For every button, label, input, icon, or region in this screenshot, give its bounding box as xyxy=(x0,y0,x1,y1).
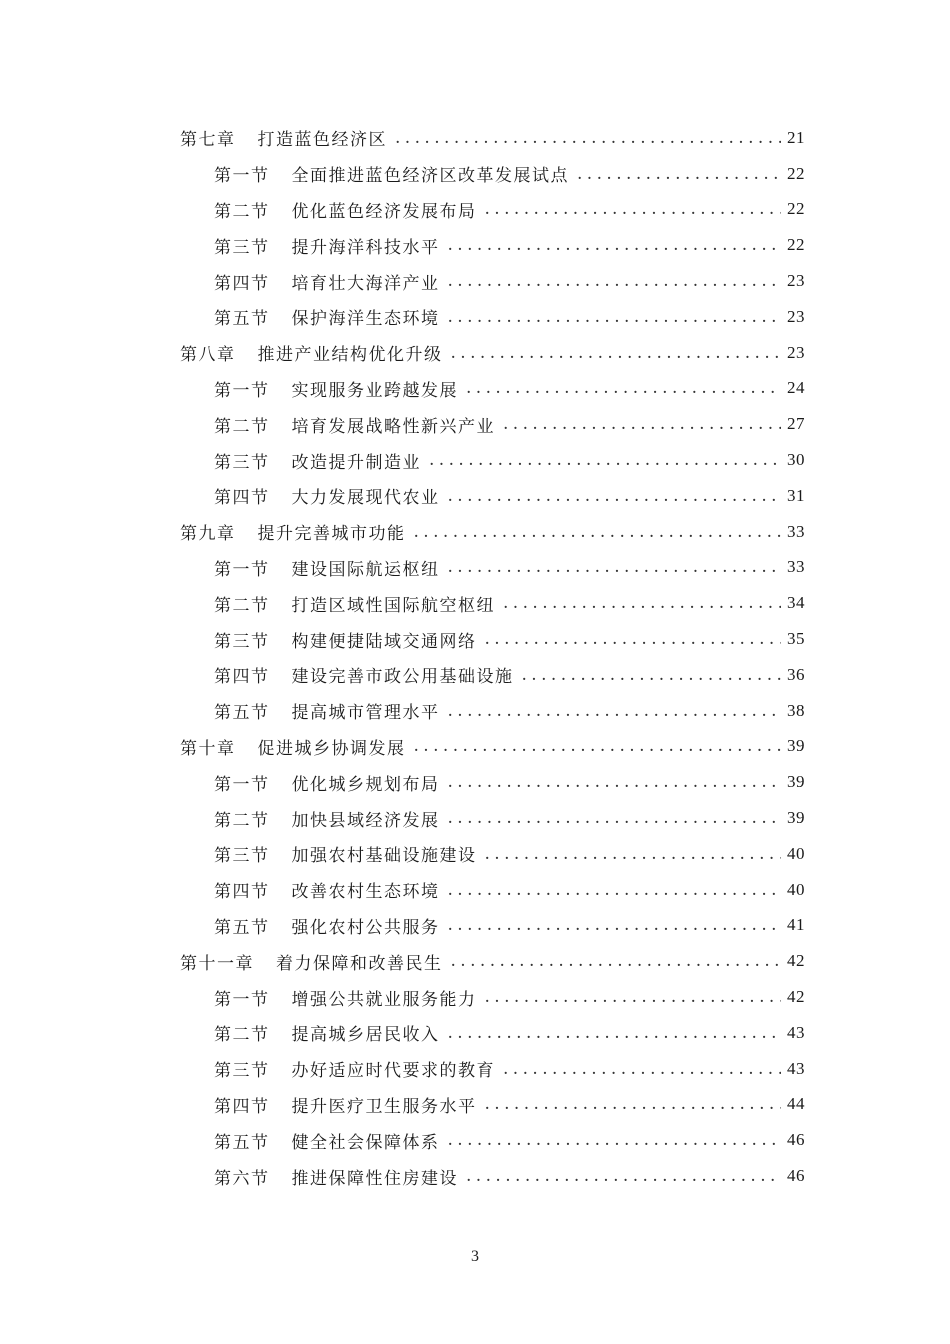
toc-dot-leader xyxy=(448,557,782,577)
toc-dot-leader xyxy=(414,522,782,542)
toc-entry-page: 44 xyxy=(787,1094,805,1114)
toc-dot-leader xyxy=(466,378,781,398)
toc-entry-title: 优化城乡规划布局 xyxy=(291,774,440,795)
toc-dot-leader xyxy=(414,736,782,756)
toc-section-entry[interactable] xyxy=(0,908,950,944)
toc-dot-leader xyxy=(448,701,782,721)
toc-entry-label: 第八章 xyxy=(180,345,236,366)
toc-entry-page: 39 xyxy=(787,772,805,792)
toc-entry-label: 第二节 xyxy=(214,416,270,437)
toc-section-entry[interactable] xyxy=(0,764,950,800)
toc-section-entry[interactable] xyxy=(0,1122,950,1158)
toc-entry-page: 36 xyxy=(787,664,805,684)
toc-dot-leader xyxy=(448,1130,782,1150)
toc-entry-page: 40 xyxy=(787,843,805,863)
toc-entry-title: 提升完善城市功能 xyxy=(257,524,406,545)
toc-dot-leader xyxy=(448,808,782,828)
toc-section-entry[interactable] xyxy=(0,442,950,478)
toc-section-entry[interactable] xyxy=(0,1158,950,1194)
toc-entry-label: 第三节 xyxy=(214,237,270,258)
toc-dot-leader xyxy=(448,486,782,506)
toc-entry-label: 第一节 xyxy=(214,559,270,580)
toc-entry-label: 第二节 xyxy=(214,810,270,831)
toc-entry-page: 21 xyxy=(787,127,805,147)
toc-entry-title: 着力保障和改善民生 xyxy=(276,953,443,974)
toc-entry-title: 打造区域性国际航空枢纽 xyxy=(291,595,495,616)
toc-entry-title: 构建便捷陆域交通网络 xyxy=(291,631,477,652)
toc-entry-label: 第五节 xyxy=(214,1132,270,1153)
toc-section-entry[interactable] xyxy=(0,585,950,621)
toc-entry-label: 第一节 xyxy=(214,166,270,187)
toc-entry-label: 第三节 xyxy=(214,452,270,473)
toc-entry-label: 第三节 xyxy=(214,1061,270,1082)
toc-section-entry[interactable] xyxy=(0,1051,950,1087)
toc-section-entry[interactable] xyxy=(0,693,950,729)
toc-entry-page: 41 xyxy=(787,915,805,935)
toc-dot-leader xyxy=(466,1166,781,1186)
toc-entry-label: 第五节 xyxy=(214,309,270,330)
toc-entry-page: 22 xyxy=(787,163,805,183)
toc-entry-title: 办好适应时代要求的教育 xyxy=(291,1061,495,1082)
toc-section-entry[interactable] xyxy=(0,299,950,335)
toc-entry-title: 提高城市管理水平 xyxy=(291,703,440,724)
toc-entry-page: 43 xyxy=(787,1022,805,1042)
toc-entry-title: 加快县域经济发展 xyxy=(291,810,440,831)
toc-entry-page: 23 xyxy=(787,306,805,326)
toc-dot-leader xyxy=(485,629,782,649)
toc-entry-title: 推进保障性住房建设 xyxy=(291,1168,458,1189)
toc-dot-leader xyxy=(522,665,782,685)
toc-section-entry[interactable] xyxy=(0,836,950,872)
toc-chapter-entry[interactable] xyxy=(0,729,950,765)
toc-entry-label: 第六节 xyxy=(214,1168,270,1189)
toc-dot-leader xyxy=(485,844,782,864)
toc-entry-page: 46 xyxy=(787,1166,805,1185)
toc-entry-title: 促进城乡协调发展 xyxy=(257,738,406,759)
toc-entry-title: 优化蓝色经济发展布局 xyxy=(291,201,477,222)
toc-entry-title: 健全社会保障体系 xyxy=(291,1132,440,1153)
toc-section-entry[interactable] xyxy=(0,800,950,836)
toc-section-entry[interactable] xyxy=(0,1087,950,1123)
toc-entry-title: 加强农村基础设施建设 xyxy=(291,846,477,867)
toc-entry-label: 第四节 xyxy=(214,273,270,294)
toc-entry-title: 全面推进蓝色经济区改革发展试点 xyxy=(291,166,569,187)
toc-dot-leader xyxy=(448,271,782,291)
toc-dot-leader xyxy=(503,414,781,434)
toc-entry-title: 增强公共就业服务能力 xyxy=(291,989,477,1010)
toc-dot-leader xyxy=(395,128,781,148)
table-of-contents xyxy=(0,120,950,1194)
toc-section-entry[interactable] xyxy=(0,657,950,693)
toc-entry-title: 实现服务业跨越发展 xyxy=(291,380,458,401)
toc-entry-label: 第三节 xyxy=(214,631,270,652)
toc-section-entry[interactable] xyxy=(0,263,950,299)
toc-section-entry[interactable] xyxy=(0,1015,950,1051)
toc-entry-page: 46 xyxy=(787,1130,805,1150)
toc-dot-leader xyxy=(451,951,782,971)
toc-chapter-entry[interactable] xyxy=(0,335,950,371)
toc-section-entry[interactable] xyxy=(0,227,950,263)
toc-entry-title: 培育发展战略性新兴产业 xyxy=(291,416,495,437)
toc-entry-label: 第四节 xyxy=(214,882,270,903)
toc-entry-page: 42 xyxy=(787,951,805,971)
toc-entry-page: 42 xyxy=(787,987,805,1007)
toc-entry-label: 第三节 xyxy=(214,846,270,867)
toc-entry-label: 第五节 xyxy=(214,703,270,724)
toc-entry-page: 31 xyxy=(787,485,805,505)
toc-entry-page: 24 xyxy=(787,378,805,398)
toc-dot-leader xyxy=(485,987,782,1007)
toc-dot-leader xyxy=(485,1094,782,1114)
toc-entry-label: 第一节 xyxy=(214,989,270,1010)
toc-entry-label: 第十一章 xyxy=(180,953,254,974)
toc-entry-page: 35 xyxy=(787,629,805,649)
toc-entry-title: 打造蓝色经济区 xyxy=(257,130,387,151)
toc-entry-title: 保护海洋生态环境 xyxy=(291,309,440,330)
toc-entry-page: 22 xyxy=(787,235,805,255)
toc-entry-title: 提升海洋科技水平 xyxy=(291,237,440,258)
toc-entry-label: 第四节 xyxy=(214,488,270,509)
toc-entry-page: 27 xyxy=(787,414,805,434)
toc-entry-label: 第七章 xyxy=(180,130,236,151)
toc-entry-title: 培育壮大海洋产业 xyxy=(291,273,440,294)
toc-entry-title: 改造提升制造业 xyxy=(291,452,421,473)
toc-dot-leader xyxy=(503,593,781,613)
toc-section-entry[interactable] xyxy=(0,192,950,228)
toc-entry-page: 33 xyxy=(787,557,805,577)
toc-section-entry[interactable] xyxy=(0,621,950,657)
toc-entry-page: 40 xyxy=(787,879,805,899)
toc-entry-page: 23 xyxy=(787,271,805,291)
toc-section-entry[interactable] xyxy=(0,406,950,442)
toc-dot-leader xyxy=(448,1023,782,1043)
toc-dot-leader xyxy=(577,164,781,184)
toc-section-entry[interactable] xyxy=(0,872,950,908)
page-number: 3 xyxy=(471,1248,479,1265)
toc-entry-label: 第二节 xyxy=(214,595,270,616)
toc-entry-title: 建设国际航运枢纽 xyxy=(291,559,440,580)
toc-dot-leader xyxy=(448,915,782,935)
toc-dot-leader xyxy=(503,1059,781,1079)
toc-entry-title: 强化农村公共服务 xyxy=(291,917,440,938)
toc-dot-leader xyxy=(485,199,782,219)
toc-entry-label: 第一节 xyxy=(214,774,270,795)
toc-entry-label: 第四节 xyxy=(214,667,270,688)
toc-entry-label: 第二节 xyxy=(214,1025,270,1046)
toc-section-entry[interactable] xyxy=(0,979,950,1015)
toc-dot-leader xyxy=(448,307,782,327)
toc-entry-title: 推进产业结构优化升级 xyxy=(257,345,443,366)
toc-entry-title: 提高城乡居民收入 xyxy=(291,1025,440,1046)
toc-entry-title: 提升医疗卫生服务水平 xyxy=(291,1096,477,1117)
toc-entry-label: 第五节 xyxy=(214,917,270,938)
toc-entry-page: 34 xyxy=(787,593,805,613)
toc-entry-label: 第四节 xyxy=(214,1096,270,1117)
toc-entry-label: 第十章 xyxy=(180,738,236,759)
toc-entry-page: 39 xyxy=(787,736,805,756)
toc-entry-label: 第一节 xyxy=(214,380,270,401)
toc-section-entry[interactable] xyxy=(0,550,950,586)
toc-entry-label: 第九章 xyxy=(180,524,236,545)
toc-dot-leader xyxy=(429,450,781,470)
toc-chapter-entry[interactable] xyxy=(0,514,950,550)
toc-chapter-entry[interactable] xyxy=(0,943,950,979)
toc-entry-title: 建设完善市政公用基础设施 xyxy=(291,667,514,688)
toc-section-entry[interactable] xyxy=(0,478,950,514)
toc-entry-page: 38 xyxy=(787,700,805,720)
toc-dot-leader xyxy=(451,343,782,363)
toc-section-entry[interactable] xyxy=(0,156,950,192)
toc-chapter-entry[interactable] xyxy=(0,120,950,156)
toc-entry-page: 22 xyxy=(787,199,805,219)
toc-dot-leader xyxy=(448,235,782,255)
toc-entry-page: 39 xyxy=(787,808,805,828)
toc-dot-leader xyxy=(448,880,782,900)
toc-entry-title: 改善农村生态环境 xyxy=(291,882,440,903)
toc-entry-title: 大力发展现代农业 xyxy=(291,488,440,509)
toc-entry-page: 23 xyxy=(787,342,805,362)
toc-section-entry[interactable] xyxy=(0,371,950,407)
toc-entry-label: 第二节 xyxy=(214,201,270,222)
toc-entry-page: 43 xyxy=(787,1058,805,1078)
toc-entry-page: 33 xyxy=(787,521,805,541)
toc-entry-page: 30 xyxy=(787,450,805,470)
toc-dot-leader xyxy=(448,772,782,792)
